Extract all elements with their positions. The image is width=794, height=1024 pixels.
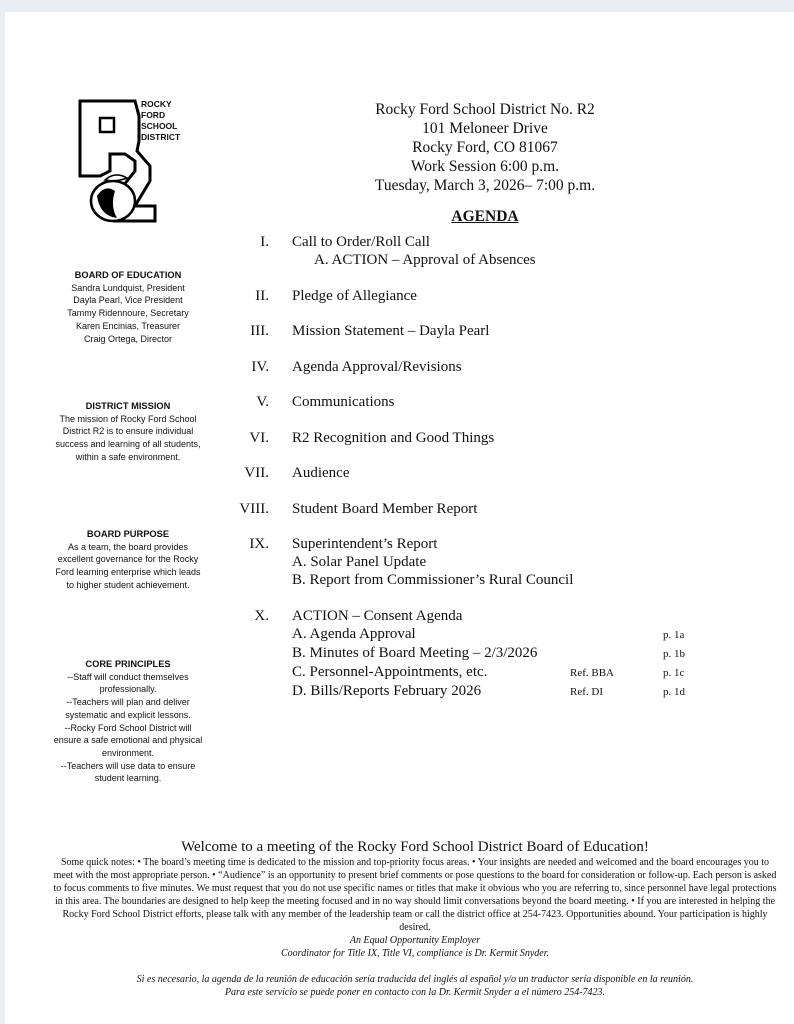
- purpose-text: As a team, the board provides excellent governance for the Rocky Ford learning enterprise which leads to higher student achievement.: [55, 541, 201, 590]
- address-street: 101 Meloneer Drive: [422, 120, 548, 137]
- item-title: Pledge of Allegiance: [292, 287, 417, 304]
- item-number: VIII.: [239, 500, 269, 517]
- item-title: Communications: [292, 394, 395, 410]
- agenda-item: [225, 233, 705, 269]
- sub-item: [292, 571, 705, 589]
- item-title: Agenda Approval/Revisions: [292, 358, 462, 375]
- district-mission: [53, 400, 203, 464]
- principle: --Teachers will use data to ensure student learning.: [60, 760, 196, 784]
- page-reference: p. 1d: [663, 685, 685, 698]
- quick-notes: Some quick notes: • The board’s meeting time is dedicated to the mission and top-priority focus areas. • Your insights are needed and welcomed and the board encourages you to meet with the most appropriate person. • “Audience” is an opportunity to present brief comments or pose questions to the board for consideration or follow-up. Each person is asked to focus comments to five minutes. We must request that you do not use specific names or titles that make it obvious who you are referring to, since personnel have legal protections in this area. The boundaries are designed to help keep the meeting focused and in no way should limit conversations beyond the board meeting. • If you are interested in helping the Rocky Ford School District efforts, please talk with any member of the leadership team or call the district office at 254-7423. Opportunities abound. Your participation is highly desired.: [53, 857, 777, 933]
- page-reference: p. 1a: [663, 628, 685, 641]
- reference: Ref. BBA: [570, 666, 614, 679]
- item-number: VII.: [244, 465, 269, 481]
- board-member: Karen Encinias, Treasurer: [75, 320, 181, 331]
- spanish-contact: Para este servicio se puede poner en contacto con la Dr. Kermit Snyder a el número 254-7423.: [224, 987, 606, 998]
- item-title: ACTION – Consent Agenda: [292, 607, 463, 624]
- agenda-item: [225, 535, 705, 589]
- item-number: VI.: [249, 429, 269, 446]
- item-number: IX.: [249, 536, 269, 552]
- agenda-item: [225, 322, 705, 340]
- sub-item-text: B. Minutes of Board Meeting – 2/3/2026: [292, 644, 538, 661]
- item-number: V.: [256, 394, 269, 410]
- item-number: II.: [255, 287, 269, 304]
- district-name: Rocky Ford School District No. R2: [375, 101, 595, 118]
- agenda-item: [225, 358, 705, 376]
- document-page: [5, 12, 794, 1024]
- meeting-header: [335, 100, 635, 195]
- sub-item-text: B. Report from Commissioner’s Rural Council: [292, 572, 574, 588]
- board-purpose: [53, 528, 203, 592]
- agenda-item: [225, 393, 705, 411]
- welcome-heading: Welcome to a meeting of the Rocky Ford School District Board of Education!: [181, 839, 649, 855]
- principle: --Staff will conduct themselves professionally.: [67, 671, 189, 695]
- item-number: I.: [260, 234, 269, 250]
- item-content: [292, 358, 705, 376]
- footer: [45, 838, 785, 999]
- logo-line: DISTRICT: [141, 132, 181, 142]
- sub-item-text: D. Bills/Reports February 2026: [292, 682, 482, 699]
- item-content: [292, 429, 705, 447]
- board-of-education: [53, 269, 203, 345]
- sub-item: [292, 251, 705, 269]
- meeting-date: Tuesday, March 3, 2026– 7:00 p.m.: [374, 177, 596, 194]
- item-content: [292, 322, 705, 340]
- section-title: BOARD OF EDUCATION: [74, 270, 182, 280]
- item-content: [292, 233, 705, 269]
- sub-item-text: A. Agenda Approval: [292, 625, 416, 642]
- reference: Ref. DI: [570, 685, 603, 698]
- agenda-item: [225, 500, 705, 518]
- section-title: DISTRICT MISSION: [85, 401, 171, 411]
- item-number: IV.: [251, 358, 269, 375]
- item-content: [292, 500, 705, 518]
- sub-item-text: C. Personnel-Appointments, etc.: [292, 663, 488, 680]
- agenda-list: [225, 233, 705, 718]
- page-reference: p. 1c: [663, 666, 685, 679]
- logo-line: FORD: [141, 110, 166, 120]
- section-title: CORE PRINCIPLES: [85, 659, 171, 669]
- board-member: Tammy Ridennoure, Secretary: [67, 308, 189, 319]
- logo-line: ROCKY: [141, 99, 172, 109]
- spanish-notice: Si es necesario, la agenda de la reunión de educación sería traducida del inglés al español y/o un traductor sería disponible en la reunión.: [136, 974, 694, 985]
- item-number: III.: [250, 323, 269, 339]
- sub-item: [292, 682, 705, 701]
- logo-line: SCHOOL: [141, 121, 178, 131]
- item-title: R2 Recognition and Good Things: [292, 429, 495, 446]
- principle: --Rocky Ford School District will ensure a safe emotional and physical environment.: [53, 722, 203, 758]
- item-title: Mission Statement – Dayla Pearl: [292, 323, 490, 339]
- section-title: BOARD PURPOSE: [86, 529, 170, 539]
- core-principles: [53, 658, 203, 785]
- eoe-statement: An Equal Opportunity Employer: [349, 935, 481, 946]
- item-title: Superintendent’s Report: [292, 536, 438, 552]
- mission-text: The mission of Rocky Ford School District R2 is to ensure individual success and learning of all students, within a safe environment.: [55, 413, 201, 462]
- district-logo: [75, 96, 195, 226]
- work-session-time: Work Session 6:00 p.m.: [410, 158, 560, 175]
- sub-item: [292, 625, 705, 644]
- item-number: X.: [254, 607, 269, 624]
- sub-item: [292, 663, 705, 682]
- agenda-item: [225, 429, 705, 447]
- board-member: Dayla Pearl, Vice President: [73, 295, 183, 306]
- logo-wordmark: [141, 99, 180, 143]
- item-content: [292, 393, 705, 411]
- sub-item-text: A. Solar Panel Update: [292, 554, 427, 570]
- item-content: [292, 607, 705, 701]
- item-content: [292, 287, 705, 305]
- board-member: Sandra Lundquist, President: [71, 282, 185, 293]
- sub-item: [292, 553, 705, 571]
- address-city: Rocky Ford, CO 81067: [412, 139, 558, 156]
- principle: --Teachers will plan and deliver systematic and explicit lessons.: [65, 697, 191, 720]
- item-title: Student Board Member Report: [292, 500, 478, 517]
- sub-item: [292, 644, 705, 663]
- item-title: Audience: [292, 465, 350, 481]
- item-title: Call to Order/Roll Call: [292, 234, 430, 250]
- page-reference: p. 1b: [663, 647, 685, 660]
- item-content: [292, 535, 705, 589]
- sub-item-text: A. ACTION – Approval of Absences: [314, 252, 536, 268]
- agenda-item: [225, 287, 705, 305]
- agenda-item: [225, 607, 705, 701]
- item-content: [292, 464, 705, 482]
- coordinator-statement: Coordinator for Title IX, Title VI, compliance is Dr. Kermit Snyder.: [281, 948, 549, 959]
- board-member: Craig Ortega, Director: [83, 333, 173, 344]
- agenda-title: AGENDA: [451, 208, 519, 225]
- agenda-item: [225, 464, 705, 482]
